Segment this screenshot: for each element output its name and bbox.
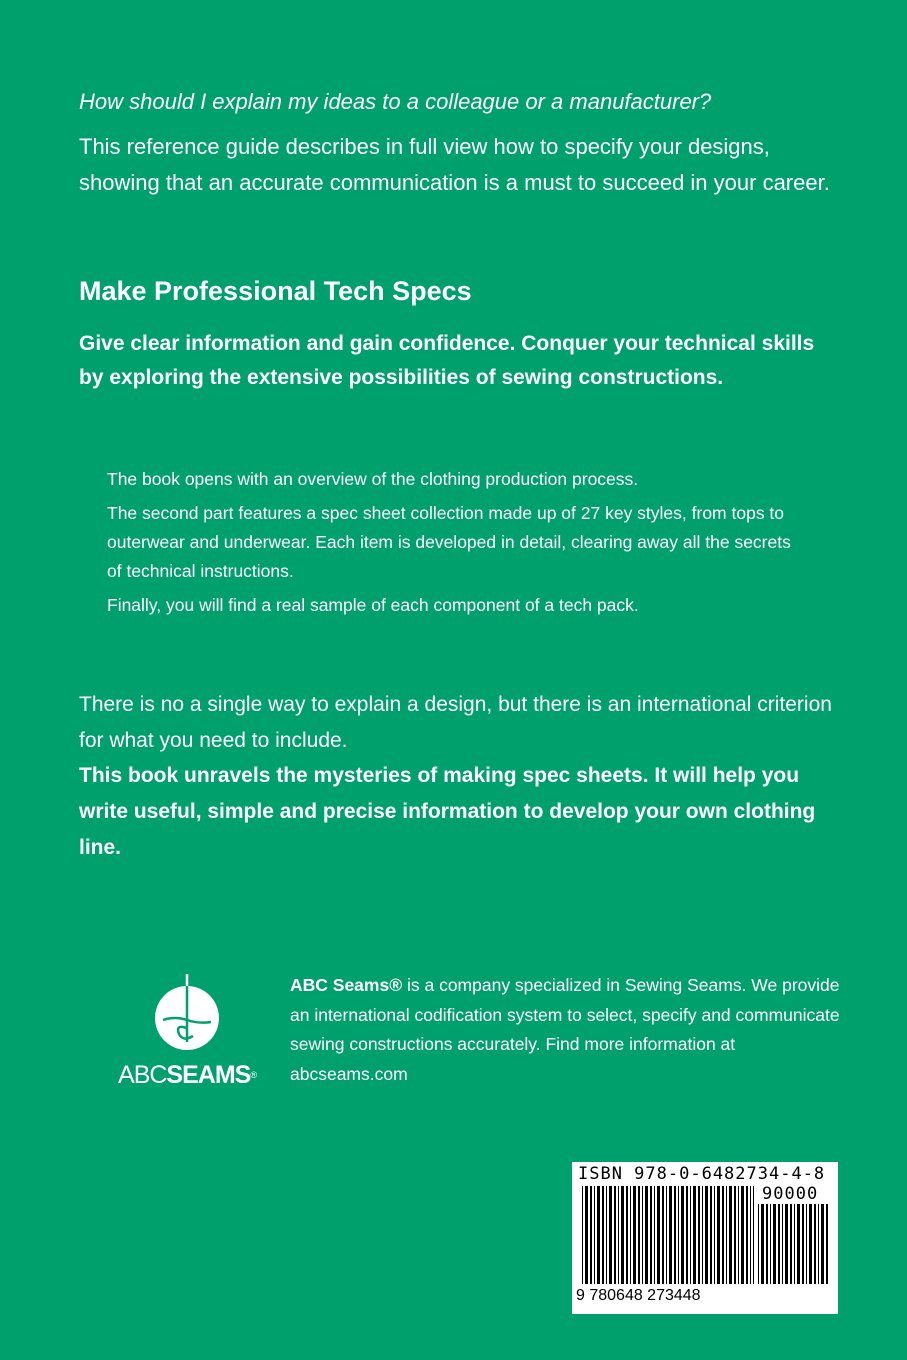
barcode-bar	[797, 1204, 800, 1284]
barcode-bar	[794, 1204, 795, 1284]
barcode-bar	[609, 1186, 612, 1284]
barcode-bar	[778, 1204, 780, 1284]
closing-paragraph: There is no a single way to explain a design, but there is an international criterion for what you need to include.	[79, 693, 832, 752]
barcode-bar	[806, 1204, 807, 1284]
barcode-bar	[638, 1186, 640, 1284]
barcode-bar	[614, 1186, 616, 1284]
intro-paragraph: This reference guide describes in full view how to specify your designs, showing that an accurate communication is a must to succeed in your career.	[79, 134, 830, 195]
logo-text-bold: SEAMS	[166, 1061, 251, 1089]
registered-mark: ®	[250, 1070, 256, 1080]
barcode-bar	[782, 1204, 783, 1284]
barcode-bar	[710, 1186, 712, 1284]
barcode-bar	[594, 1186, 595, 1284]
barcode-bar	[746, 1186, 748, 1284]
barcode-bar	[722, 1186, 724, 1284]
logo-wordmark	[112, 1060, 262, 1090]
barcode-bar	[809, 1204, 812, 1284]
barcode-bar	[814, 1204, 816, 1284]
barcode-bar	[582, 1186, 583, 1284]
barcode-bar	[726, 1186, 727, 1284]
barcode-bar	[674, 1186, 676, 1284]
barcode-bar	[626, 1186, 628, 1284]
details-paragraph: The second part features a spec sheet collection made up of 27 key styles, from tops to outerwear and underwear. Each item is developed in detail, clearing away all the secrets of technical instructions.	[107, 503, 791, 581]
closing-bold-paragraph: This book unravels the mysteries of making spec sheets. It will help you write useful, simple and precise information to develop your own clothing line.	[79, 764, 816, 859]
barcode-bar	[717, 1186, 720, 1284]
barcode-bar	[645, 1186, 648, 1284]
question-text: How should I explain my ideas to a colleague or a manufacturer?	[79, 89, 712, 114]
company-blurb	[290, 971, 850, 1089]
barcode-bar	[650, 1186, 652, 1284]
barcode-bar	[633, 1186, 636, 1284]
barcode-bar	[669, 1186, 672, 1284]
barcode-bar	[770, 1204, 771, 1284]
barcode-bar	[773, 1204, 776, 1284]
details-paragraph: The book opens with an overview of the clothing production process.	[107, 469, 639, 489]
barcode-bar	[654, 1186, 655, 1284]
barcode-bar	[642, 1186, 643, 1284]
barcode-bar	[826, 1204, 828, 1284]
barcode-bar	[590, 1186, 592, 1284]
details-paragraph: Finally, you will find a real sample of each component of a tech pack.	[107, 595, 639, 615]
barcode-bar	[657, 1186, 660, 1284]
ean-bars	[582, 1186, 754, 1284]
barcode-bar	[662, 1186, 664, 1284]
barcode-bar	[618, 1186, 619, 1284]
barcode-bar	[666, 1186, 667, 1284]
ean-digits: 9 780648 273448	[576, 1287, 701, 1304]
addon-bars	[758, 1204, 830, 1284]
barcode-bar	[741, 1186, 744, 1284]
details-block	[107, 465, 807, 620]
needle-thread-icon	[153, 972, 221, 1052]
barcode-bar	[785, 1204, 788, 1284]
barcode-bar	[698, 1186, 700, 1284]
barcode-bar	[714, 1186, 715, 1284]
barcode-bar	[681, 1186, 684, 1284]
barcode-bar	[585, 1186, 588, 1284]
barcode-bar	[821, 1204, 824, 1284]
barcode-bar	[630, 1186, 631, 1284]
isbn-label: ISBN 978-0-6482734-4-8	[578, 1164, 826, 1184]
barcode-bar	[686, 1186, 688, 1284]
barcode-bar	[693, 1186, 696, 1284]
abcseams-logo	[112, 972, 262, 1092]
barcode-bar	[606, 1186, 607, 1284]
barcode-bar	[738, 1186, 739, 1284]
barcode-bar	[621, 1186, 624, 1284]
isbn-addon-code: 90000	[762, 1184, 819, 1204]
barcode-bar	[761, 1204, 764, 1284]
barcode-bar	[758, 1204, 759, 1284]
barcode-bar	[602, 1186, 604, 1284]
company-description: is a company specialized in Sewing Seams. We provide an international codification system to select, specify and communicate sewing constructions accurately. Find more information at abcseams.com	[290, 975, 840, 1084]
barcode-bar	[790, 1204, 792, 1284]
company-name: ABC Seams®	[290, 975, 403, 995]
barcode-bar	[702, 1186, 703, 1284]
barcode-bar	[753, 1186, 754, 1284]
barcode-bar	[690, 1186, 691, 1284]
barcode-bar	[729, 1186, 732, 1284]
barcode-bar	[734, 1186, 736, 1284]
barcode-bar	[705, 1186, 708, 1284]
barcode-bar	[802, 1204, 804, 1284]
barcode-bar	[750, 1186, 751, 1284]
section-heading: Make Professional Tech Specs	[79, 276, 472, 306]
barcode-bar	[766, 1204, 768, 1284]
isbn-barcode	[572, 1162, 838, 1314]
barcode-bar	[818, 1204, 819, 1284]
barcode-bar	[597, 1186, 600, 1284]
sub-heading: Give clear information and gain confidence. Conquer your technical skills by exploring the extensive possibilities of sewing constructions.	[79, 332, 815, 389]
barcode-bar	[678, 1186, 679, 1284]
logo-text-light: ABC	[118, 1061, 167, 1089]
